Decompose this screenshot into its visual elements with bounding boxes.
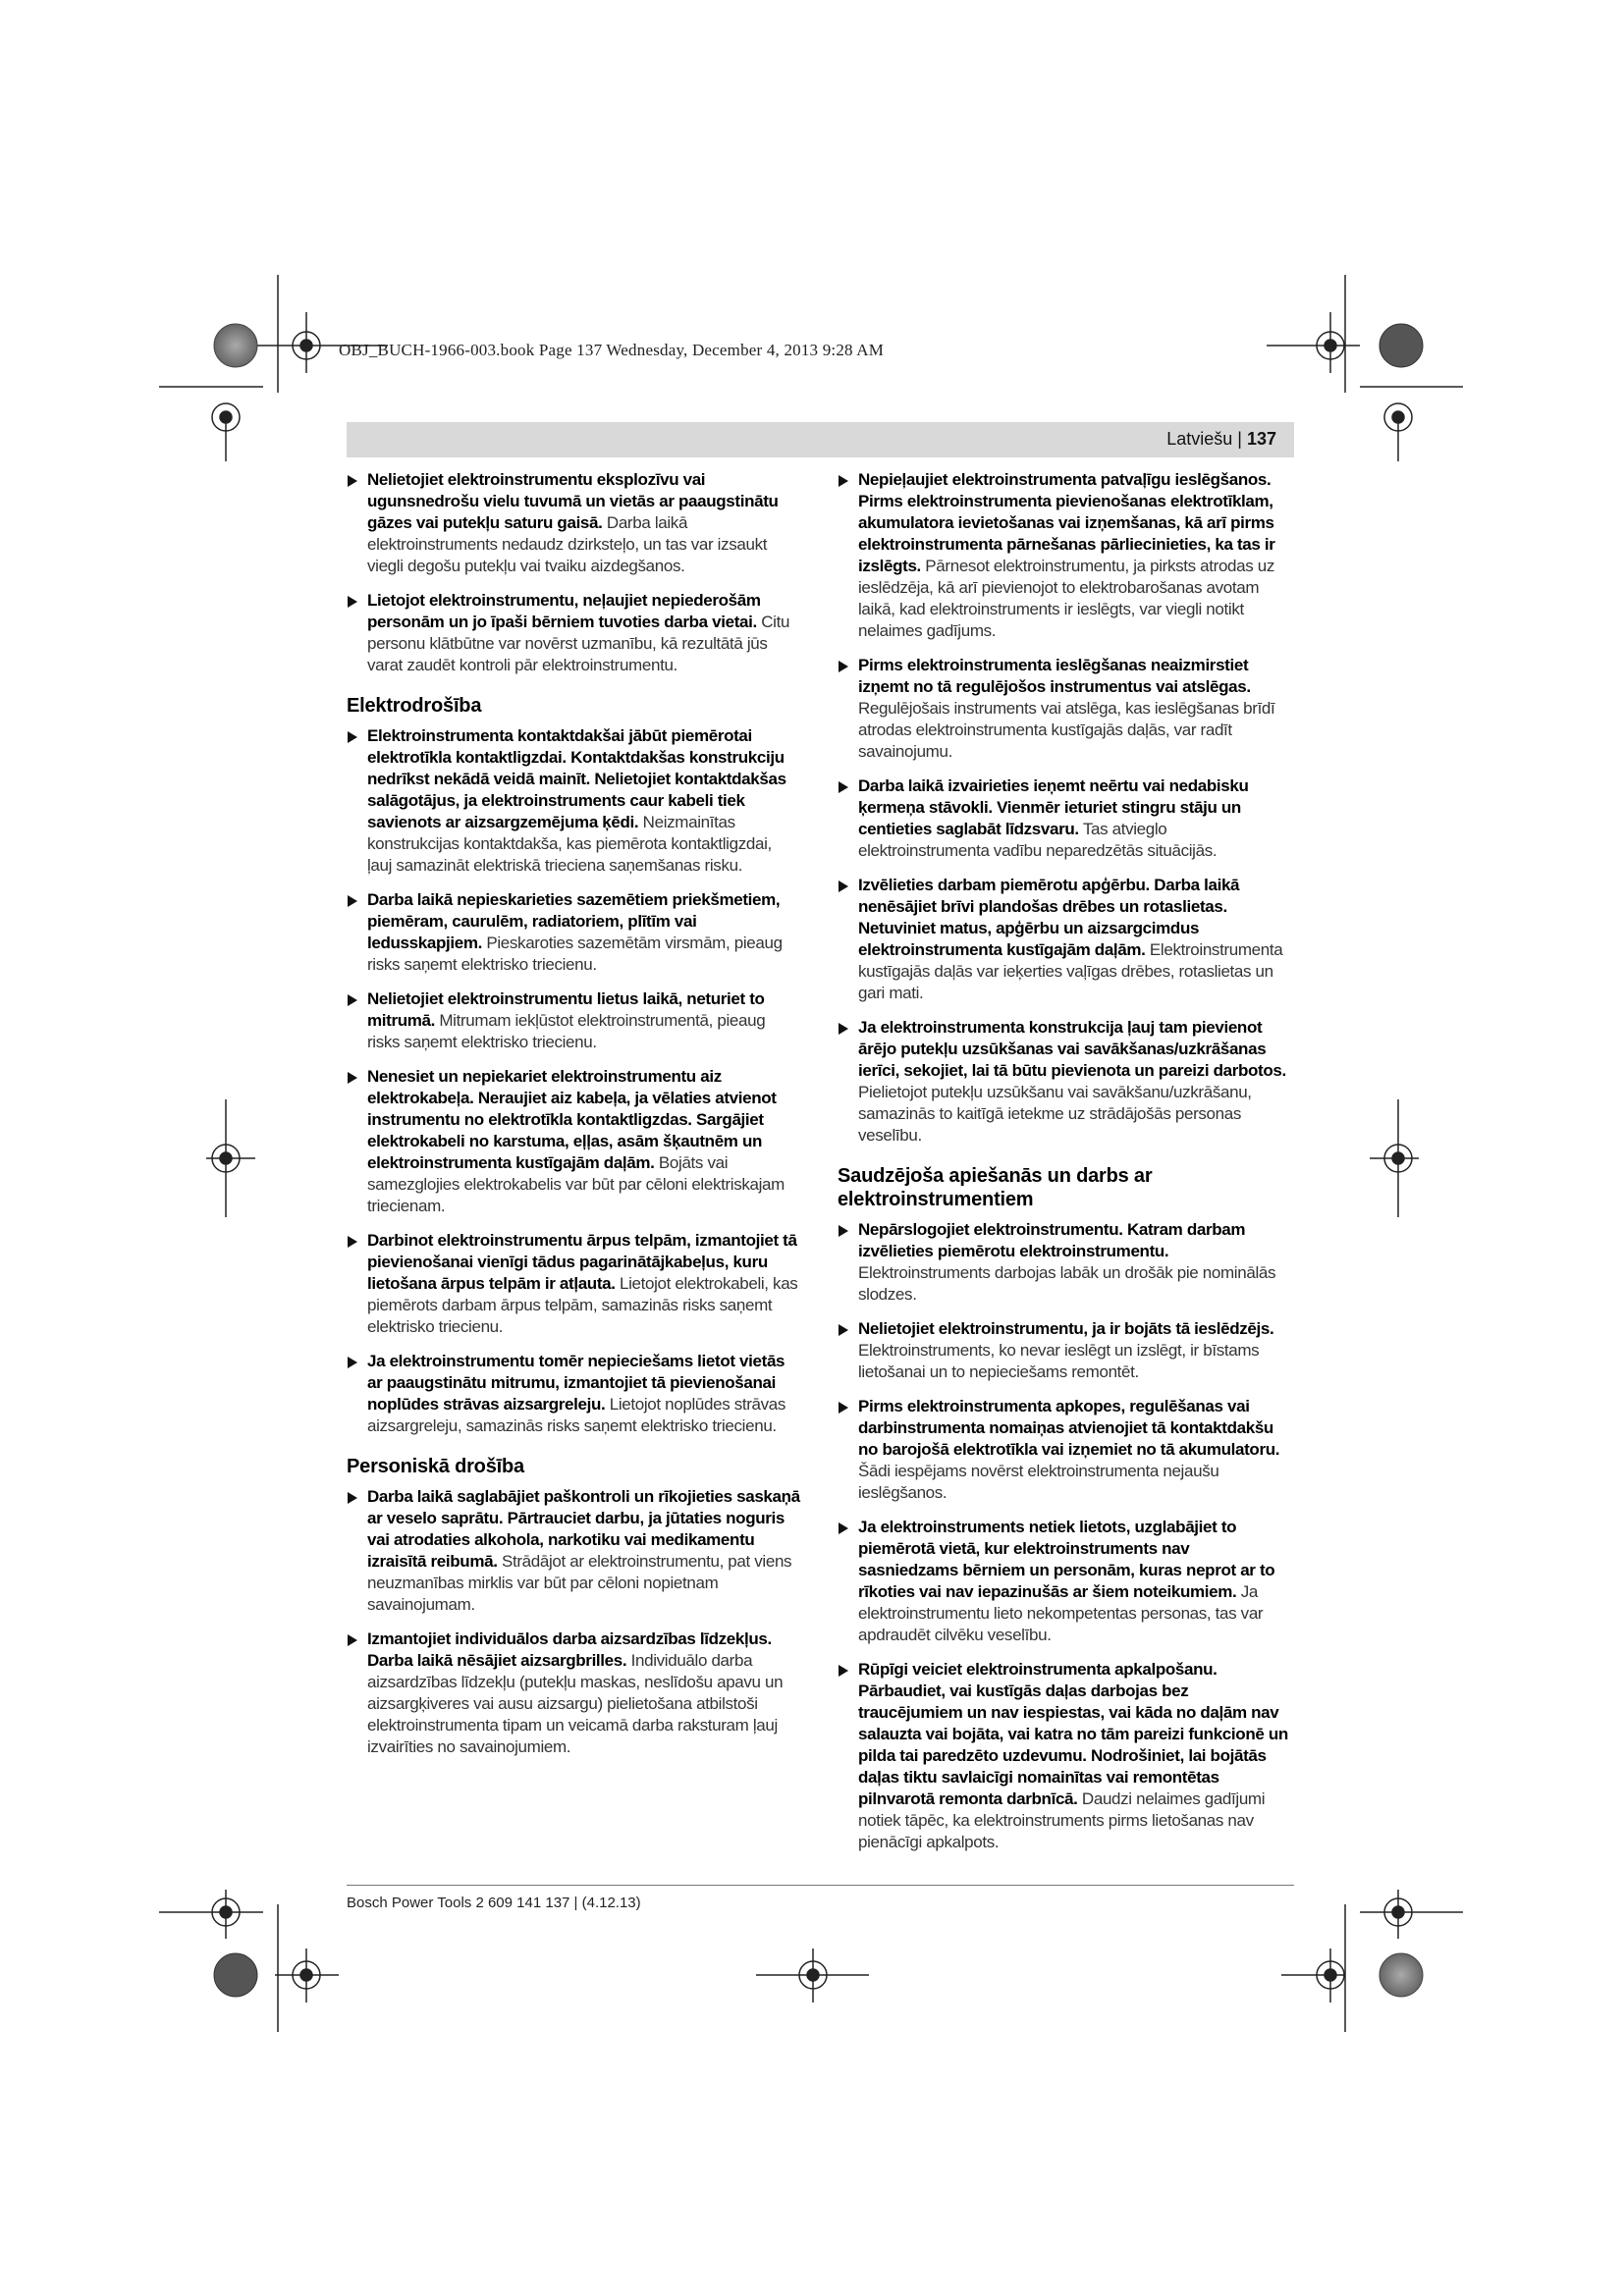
page-header bbox=[347, 422, 1294, 457]
bullet-triangle-icon bbox=[348, 1357, 357, 1368]
list-a bbox=[838, 469, 1291, 1147]
list-item bbox=[347, 469, 800, 577]
list-item bbox=[838, 655, 1291, 763]
list-a bbox=[347, 469, 800, 676]
bullet-triangle-icon bbox=[348, 1492, 357, 1504]
bullet-triangle-icon bbox=[348, 1236, 357, 1248]
list-item bbox=[347, 889, 800, 976]
item-text: Mitrumam iekļūstot elektroinstrumentā, pieaug risks saņemt elektrisko triecienu. bbox=[367, 1011, 766, 1051]
item-text: Individuālo darba aizsardzības līdzekļu (putekļu maskas, neslīdošu apavu un aizsargķiveres vai ausu aizsargu) pielietošana atbilstoši elektroinstrumenta tipam un veicamā darba raksturam ļauj izvairīties no savainojumiem. bbox=[367, 1651, 784, 1756]
item-bold: Izvēlieties darbam piemērotu apģērbu. Darba laikā nenēsājiet brīvi plandošas drēbes un rotaslietas. Netuviniet matus, apģērbu un aizsargcimdus elektroinstrumenta kustīgajām daļām. bbox=[858, 876, 1240, 959]
bullet-triangle-icon bbox=[839, 1324, 848, 1336]
bullet-triangle-icon bbox=[839, 661, 848, 672]
list-item bbox=[347, 1629, 800, 1758]
item-text: Pieskaroties sazemētām virsmām, pieaug risks saņemt elektrisko triecienu. bbox=[367, 934, 783, 974]
list-c bbox=[347, 1486, 800, 1758]
item-bold: Darba laikā nepieskarieties sazemētiem priekšmetiem, piemēram, caurulēm, radiatoriem, plītīm vai ledusskapjiem. bbox=[367, 890, 781, 952]
item-text: Pārnesot elektroinstrumentu, ja pirksts atrodas uz ieslēdzēja, kā arī pievienojot to elektrobarošanas avotam laikā, kad elektroinstruments ir ieslēgts, var viegli notikt nelaimes gadījums. bbox=[858, 557, 1275, 640]
bullet-triangle-icon bbox=[839, 1665, 848, 1677]
bullet-triangle-icon bbox=[348, 596, 357, 608]
list-item bbox=[838, 1517, 1291, 1646]
item-text: Citu personu klātbūtne var novērst uzmanību, kā rezultātā jūs varat zaudēt kontroli pār elektroinstrumentu. bbox=[367, 613, 790, 674]
bullet-triangle-icon bbox=[839, 1522, 848, 1534]
bullet-triangle-icon bbox=[348, 1634, 357, 1646]
item-text: Regulējošais instruments vai atslēga, kas ieslēgšanas brīdī atrodas elektroinstrumenta kustīgajās daļās, var radīt savainojumu. bbox=[858, 699, 1275, 761]
header-text bbox=[1166, 429, 1276, 450]
list-item bbox=[838, 1219, 1291, 1306]
item-text: Elektroinstruments, ko nevar ieslēgt un izslēgt, ir bīstams lietošanai un to nepieciešams remontēt. bbox=[858, 1341, 1260, 1381]
bullet-triangle-icon bbox=[839, 475, 848, 487]
list-item bbox=[838, 775, 1291, 862]
item-text: Tas atvieglo elektroinstrumenta vadību neparedzētās situācijās. bbox=[858, 820, 1218, 860]
item-bold: Ja elektroinstrumentu tomēr nepieciešams lietot vietās ar paaugstinātu mitrumu, izmantojiet tā pievienošanai noplūdes strāvas aizsargreleju. bbox=[367, 1352, 785, 1414]
list-item bbox=[347, 1486, 800, 1616]
bullet-triangle-icon bbox=[839, 781, 848, 793]
item-text: Šādi iespējams novērst elektroinstrumenta nejaušu ieslēgšanos. bbox=[858, 1462, 1219, 1502]
list-item bbox=[838, 469, 1291, 642]
print-slug-line: OBJ_BUCH-1966-003.book Page 137 Wednesday, December 4, 2013 9:28 AM bbox=[339, 341, 885, 359]
item-text: Darba laikā elektroinstruments nedaudz dzirksteļo, un tas var izsaukt viegli degošu putekļu vai tvaiku aizdegšanos. bbox=[367, 513, 768, 575]
item-text: Bojāts vai samezglojies elektrokabelis var būt par cēloni elektriskajam triecienam. bbox=[367, 1153, 785, 1215]
item-text: Daudzi nelaimes gadījumi notiek tāpēc, ka elektroinstruments pirms lietošanas nav pienācīgi apkalpots. bbox=[858, 1789, 1266, 1851]
list-item bbox=[347, 1230, 800, 1338]
bullet-triangle-icon bbox=[839, 1023, 848, 1035]
list-item bbox=[347, 988, 800, 1053]
item-bold: Rūpīgi veiciet elektroinstrumenta apkalpošanu. Pārbaudiet, vai kustīgās daļas darbojas bez traucējumiem un nav iespiestas, vai kāda no daļām nav salauzta vai bojāta, vai katra no tām pareizi funkcionē un pilda tai paredzēto uzdevumu. Nodrošiniet, lai bojātās daļas tiktu savlaicīgi nomainītas vai remontētas pilnvarotā remonta darbnīcā. bbox=[858, 1660, 1288, 1808]
item-text: Elektroinstruments darbojas labāk un drošāk pie nominālās slodzes. bbox=[858, 1263, 1276, 1304]
bullet-triangle-icon bbox=[348, 475, 357, 487]
item-bold: Izmantojiet individuālos darba aizsardzības līdzekļus. Darba laikā nēsājiet aizsargbrilles. bbox=[367, 1629, 772, 1670]
item-bold: Lietojot elektroinstrumentu, neļaujiet nepiederošām personām un jo īpaši bērniem tuvoties darba vietai. bbox=[367, 591, 761, 631]
header-separator: | bbox=[1232, 429, 1247, 449]
bullet-triangle-icon bbox=[348, 731, 357, 743]
list-item bbox=[347, 1066, 800, 1217]
item-bold: Nepārslogojiet elektroinstrumentu. Katram darbam izvēlieties piemērotu elektroinstrumentu. bbox=[858, 1220, 1246, 1260]
right-column bbox=[838, 469, 1291, 1866]
list-item bbox=[838, 1318, 1291, 1383]
item-bold: Ja elektroinstrumenta konstrukcija ļauj tam pievienot ārējo putekļu uzsūkšanas vai savākšanas/uzkrāšanas ierīci, sekojiet, lai tā būtu pievienota un pareizi darbotos. bbox=[858, 1018, 1286, 1080]
item-bold: Ja elektroinstruments netiek lietots, uzglabājiet to piemērotā vietā, kur elektroinstruments nav sasniedzams bērniem un personām, kuras neprot ar to rīkoties vai nav iepazinušās ar šiem noteikumiem. bbox=[858, 1518, 1275, 1601]
item-bold: Darbinot elektroinstrumentu ārpus telpām, izmantojiet tā pievienošanai vienīgi tādus pagarinātājkabeļus, kuru lietošana ārpus telpām ir atļauta. bbox=[367, 1231, 797, 1293]
item-bold: Nepieļaujiet elektroinstrumenta patvaļīgu ieslēgšanos. Pirms elektroinstrumenta pievienošanas elektrotīklam, akumulatora ievietošanas vai izņemšanas, kā arī pirms elektroinstrumenta pārnešanas pārliecinieties, ka tas ir izslēgts. bbox=[858, 470, 1275, 575]
bullet-triangle-icon bbox=[839, 1402, 848, 1414]
item-text: Strādājot ar elektroinstrumentu, pat viens neuzmanības mirklis var būt par cēloni nopietnam savainojumam. bbox=[367, 1552, 792, 1614]
list-b bbox=[838, 1219, 1291, 1853]
bullet-triangle-icon bbox=[839, 1225, 848, 1237]
item-text: Elektroinstrumenta kustīgajās daļās var ieķerties vaļīgas drēbes, rotaslietas un gari mati. bbox=[858, 940, 1283, 1002]
item-text: Lietojot elektrokabeli, kas piemērots darbam ārpus telpām, samazinās risks saņemt elektrisko triecienu. bbox=[367, 1274, 798, 1336]
list-item bbox=[838, 1396, 1291, 1504]
left-column bbox=[347, 469, 800, 1771]
item-text: Neizmainītas konstrukcijas kontaktdakša, kas piemērota kontaktligzdai, ļauj samazināt elektriskā trieciena saņemšanas risku. bbox=[367, 813, 772, 875]
page-number: 137 bbox=[1246, 429, 1276, 449]
list-b bbox=[347, 725, 800, 1437]
item-text: Pielietojot putekļu uzsūkšanu vai savākšanu/uzkrāšanu, samazinās to kaitīgā ietekme uz strādājošās personas veselību. bbox=[858, 1083, 1252, 1145]
item-text: Ja elektroinstrumentu lieto nekompetentas personas, tas var apdraudēt cilvēku veselību. bbox=[858, 1582, 1264, 1644]
item-bold: Elektroinstrumenta kontaktdakšai jābūt piemērotai elektrotīkla kontaktligzdai. Kontaktdakšas konstrukciju nedrīkst nekādā veidā mainīt. Nelietojiet kontaktdakšas salāgotājus, ja elektroinstruments caur kabeli tiek savienots ar aizsargzemējuma ķēdi. bbox=[367, 726, 786, 831]
bullet-triangle-icon bbox=[348, 1072, 357, 1084]
item-bold: Nelietojiet elektroinstrumentu, ja ir bojāts tā ieslēdzējs. bbox=[858, 1319, 1274, 1338]
list-item bbox=[347, 725, 800, 877]
item-text: Lietojot noplūdes strāvas aizsargreleju, samazinās risks saņemt elektrisko triecienu. bbox=[367, 1395, 786, 1435]
bullet-triangle-icon bbox=[839, 881, 848, 892]
item-bold: Nenesiet un nepiekariet elektroinstrumentu aiz elektrokabeļa. Neraujiet aiz kabeļa, ja vēlaties atvienot instrumentu no elektrotīkla kontaktligzdas. Sargājiet elektrokabeli no karstuma, eļļas, asām šķautnēm un elektroinstrumenta kustīgajām daļām. bbox=[367, 1067, 777, 1172]
bullet-triangle-icon bbox=[348, 895, 357, 907]
item-bold: Darba laikā izvairieties ieņemt neērtu vai nedabisku ķermeņa stāvokli. Vienmēr ieturiet stingru stāju un centieties saglabāt līdzsvaru. bbox=[858, 776, 1249, 838]
section-heading: Saudzējoša apiešanās un darbs ar elektroinstrumentiem bbox=[838, 1165, 1153, 1210]
list-item bbox=[838, 875, 1291, 1004]
item-bold: Darba laikā saglabājiet paškontroli un rīkojieties saskaņā ar veselo saprātu. Pārtrauciet darbu, ja jūtaties noguris vai atrodaties alkohola, narkotiku vai medikamentu izraisītā reibumā. bbox=[367, 1487, 800, 1571]
list-item bbox=[838, 1659, 1291, 1853]
item-bold: Pirms elektroinstrumenta apkopes, regulēšanas vai darbinstrumenta nomaiņas atvienojiet tā kontaktdakšu no barojošā elektrotīkla vai izņemiet no tā akumulatoru. bbox=[858, 1397, 1280, 1459]
list-item bbox=[347, 1351, 800, 1437]
section-heading: Personiskā drošība bbox=[347, 1456, 524, 1477]
item-bold: Nelietojiet elektroinstrumentu eksplozīvu vai ugunsnedrošu vielu tuvumā un vietās ar paaugstinātu gāzes vai putekļu saturu gaisā. bbox=[367, 470, 779, 532]
footer-divider bbox=[347, 1885, 1294, 1886]
page-footer: Bosch Power Tools 2 609 141 137 | (4.12.13) bbox=[347, 1895, 641, 1911]
header-language: Latviešu bbox=[1166, 429, 1233, 449]
item-bold: Pirms elektroinstrumenta ieslēgšanas neaizmirstiet izņemt no tā regulējošos instrumentus vai atslēgas. bbox=[858, 656, 1251, 696]
section-heading: Elektrodrošība bbox=[347, 695, 482, 717]
list-item bbox=[838, 1017, 1291, 1147]
list-item bbox=[347, 590, 800, 676]
item-bold: Nelietojiet elektroinstrumentu lietus laikā, neturiet to mitrumā. bbox=[367, 989, 765, 1030]
bullet-triangle-icon bbox=[348, 994, 357, 1006]
